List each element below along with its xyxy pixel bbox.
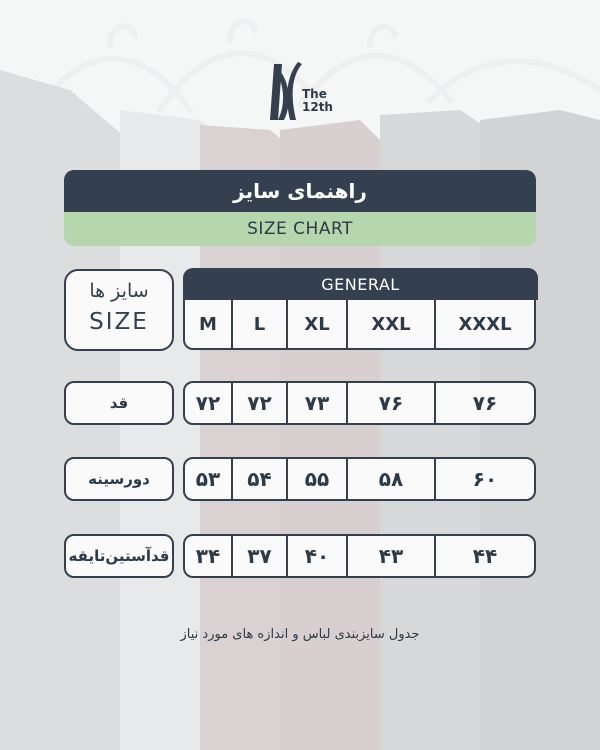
size-label-box: [64, 269, 174, 351]
brand-line-2: 12th: [302, 100, 333, 114]
row-label-height: قد: [64, 381, 174, 425]
value-cell: ۵۵: [288, 459, 348, 499]
value-cell: ۷۳: [288, 383, 348, 423]
value-cell: ۶۰: [472, 467, 498, 491]
size-label-fa: سایز ها: [89, 280, 149, 302]
brand-logo-text: [302, 88, 333, 114]
table-row: [183, 381, 536, 425]
size-cell: M: [185, 300, 233, 348]
value-cell: ۳۷: [233, 536, 288, 576]
row-label-sleeve: قدآستین‌تایقه: [64, 534, 174, 578]
general-header: GENERAL: [183, 268, 538, 300]
sizes-row: [183, 300, 536, 350]
size-label-en: SIZE: [89, 309, 149, 335]
value-cell: ۷۲: [233, 383, 288, 423]
value-cell: ۷۲: [185, 383, 233, 423]
value-cell: ۵۸: [348, 459, 436, 499]
value-cell: ۴۳: [348, 536, 436, 576]
row-label-chest: دورسینه: [64, 457, 174, 501]
size-cell: XXL: [348, 300, 436, 348]
value-cell: ۷۶: [472, 391, 498, 415]
brand-line-1: The: [302, 87, 327, 101]
table-row: [183, 534, 536, 578]
value-cell: ۴۰: [288, 536, 348, 576]
value-cell: ۳۴: [185, 536, 233, 576]
value-cell: ۷۶: [348, 383, 436, 423]
value-cell: ۴۴: [472, 544, 498, 568]
table-row: [183, 457, 536, 501]
value-cell: ۵۴: [233, 459, 288, 499]
footer-caption: جدول سایزبندی لباس و اندازه های مورد نیاز: [180, 627, 420, 642]
value-cell: ۵۳: [185, 459, 233, 499]
size-cell: XL: [288, 300, 348, 348]
size-cell: L: [233, 300, 288, 348]
size-cell: XXXL: [458, 313, 512, 335]
page-subtitle: SIZE CHART: [64, 212, 536, 246]
page-title: راهنمای سایز: [64, 170, 536, 212]
